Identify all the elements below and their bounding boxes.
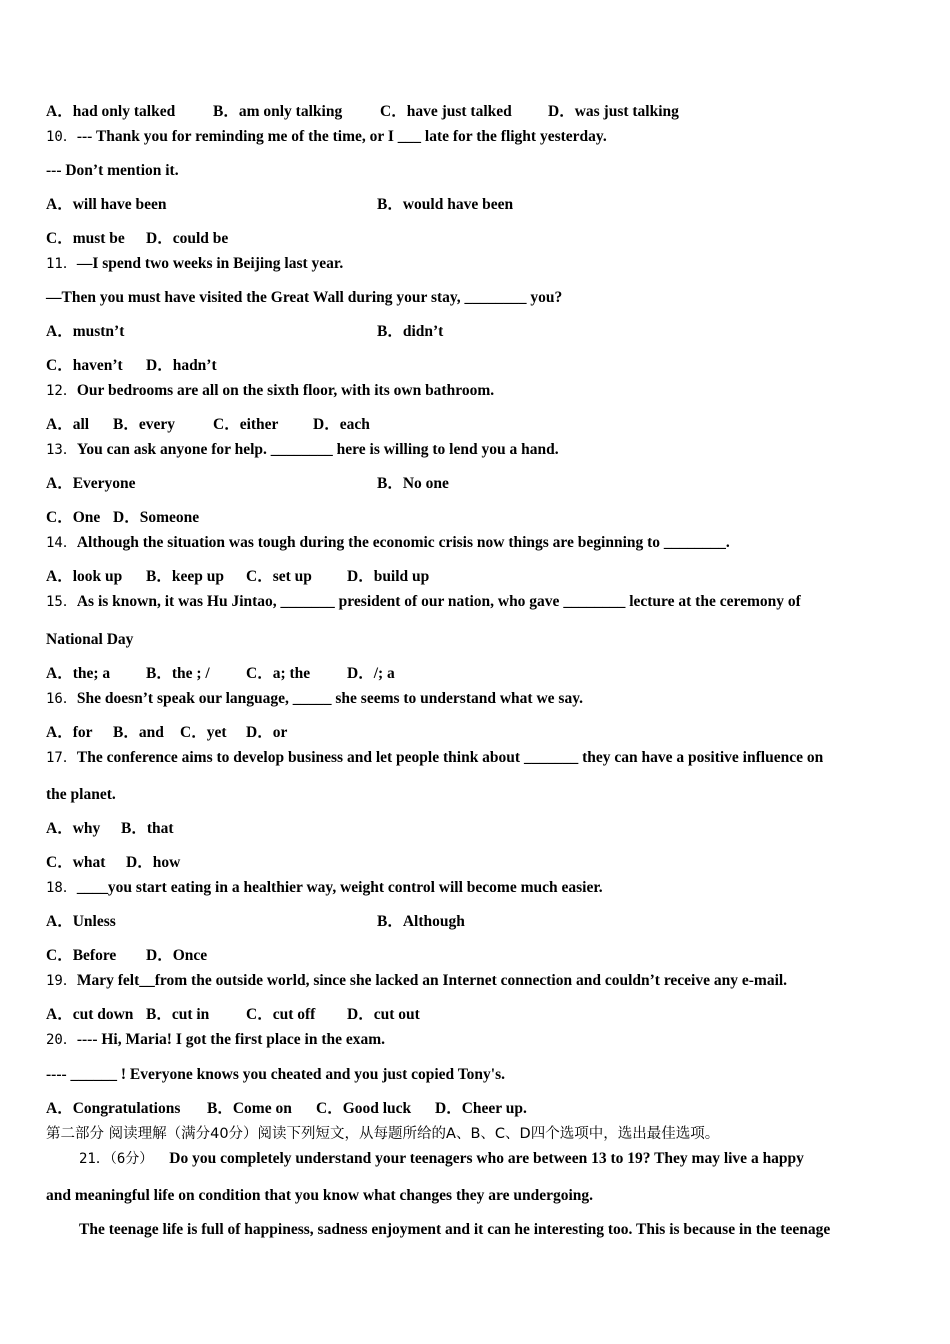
option: D．hadn’t: [146, 357, 217, 374]
passage-paragraph: The teenage life is full of happiness, sadness enjoyment and it can he interesting too. This is because in the teenage: [79, 1221, 831, 1238]
question-text: You can ask anyone for help. ________ here is willing to lend you a hand.: [76, 441, 559, 458]
option: D．could be: [146, 230, 229, 247]
option: B．keep up: [146, 568, 224, 585]
option: C．haven’t: [46, 357, 123, 374]
option: D．Someone: [113, 509, 200, 526]
q10-options-row1: [46, 195, 906, 215]
option: A．for: [46, 724, 93, 741]
option: A．why: [46, 820, 101, 837]
question-text: Do you completely understand your teenagers who are between 13 to 19? They may live a happy: [169, 1150, 804, 1167]
q13-options-row2: [46, 508, 906, 528]
question-19: [46, 971, 787, 991]
q16-options: [46, 723, 906, 743]
question-17: [46, 748, 823, 768]
option: C．either: [213, 416, 279, 433]
q17-options-row1: [46, 819, 906, 839]
question-14: [46, 533, 730, 553]
option: B．that: [121, 820, 174, 837]
option: B．cut in: [146, 1006, 210, 1023]
q18-options-row2: [46, 946, 906, 966]
q10-options-row2: [46, 229, 906, 249]
question-12: [46, 381, 494, 401]
question-text: —I spend two weeks in Beijing last year.: [76, 255, 344, 272]
question-18: [46, 878, 603, 898]
q19-options: [46, 1005, 906, 1025]
option: B．am only talking: [213, 103, 343, 120]
question-number: 21．（6分）: [79, 1151, 154, 1167]
option: D．/; a: [347, 665, 395, 682]
option: B．every: [113, 416, 175, 433]
question-number: 10．: [46, 129, 77, 145]
question-10-reply: --- Don’t mention it.: [46, 162, 179, 179]
question-text: ---- Hi, Maria! I got the first place in the exam.: [76, 1031, 386, 1048]
question-text: --- Thank you for reminding me of the time, or I ___ late for the flight yesterday.: [76, 128, 607, 145]
option: A．all: [46, 416, 90, 433]
option: C．cut off: [246, 1006, 316, 1023]
option: C．a; the: [246, 665, 311, 682]
option: A．the; a: [46, 665, 111, 682]
option: D．or: [246, 724, 288, 741]
option: A．look up: [46, 568, 123, 585]
question-number: 20．: [46, 1032, 77, 1048]
question-11: [46, 254, 343, 274]
q20-options: [46, 1099, 906, 1119]
option: D．Once: [146, 947, 208, 964]
q11-options-row1: [46, 322, 906, 342]
question-21: [79, 1149, 804, 1169]
option: C．what: [46, 854, 106, 871]
option: D．each: [313, 416, 370, 433]
question-text: Our bedrooms are all on the sixth floor, with its own bathroom.: [76, 382, 495, 399]
question-15: [46, 592, 801, 612]
option: B．would have been: [377, 196, 514, 213]
option: D．Cheer up.: [435, 1100, 527, 1117]
q12-options: [46, 415, 906, 435]
q15-options: [46, 664, 906, 684]
question-text: The conference aims to develop business and let people think about _______ they can have a positive influence on: [76, 749, 824, 766]
option: A．had only talked: [46, 103, 176, 120]
q11-options-row2: [46, 356, 906, 376]
option: C．One: [46, 509, 101, 526]
question-text: Although the situation was tough during the economic crisis now things are beginning to ________.: [76, 534, 730, 551]
question-10: [46, 127, 607, 147]
option: C．Before: [46, 947, 117, 964]
option: C．must be: [46, 230, 125, 247]
option: A．cut down: [46, 1006, 134, 1023]
question-text: Mary felt__from the outside world, since she lacked an Internet connection and couldn’t receive any e-mail.: [76, 972, 788, 989]
option: D．cut out: [347, 1006, 420, 1023]
q14-options: [46, 567, 906, 587]
question-number: 15．: [46, 594, 77, 610]
option: C．Good luck: [316, 1100, 412, 1117]
q9-options: [46, 102, 906, 122]
question-number: 18．: [46, 880, 77, 896]
option: A．Unless: [46, 913, 116, 930]
option: B．and: [113, 724, 164, 741]
question-20: [46, 1030, 385, 1050]
question-number: 17．: [46, 750, 77, 766]
question-16: [46, 689, 583, 709]
question-number: 16．: [46, 691, 77, 707]
question-15-continued: National Day: [46, 631, 134, 648]
question-13: [46, 440, 559, 460]
option: B．the ; /: [146, 665, 210, 682]
question-number: 14．: [46, 535, 77, 551]
option: D．build up: [347, 568, 430, 585]
option: D．was just talking: [548, 103, 679, 120]
option: A．mustn’t: [46, 323, 125, 340]
option: C．yet: [180, 724, 227, 741]
question-number: 11．: [46, 256, 77, 272]
option: A．Congratulations: [46, 1100, 181, 1117]
question-number: 13．: [46, 442, 77, 458]
question-number: 19．: [46, 973, 77, 989]
option: B．No one: [377, 475, 449, 492]
q18-options-row1: [46, 912, 906, 932]
option: B．didn’t: [377, 323, 444, 340]
question-21-continued: and meaningful life on condition that you know what changes they are undergoing.: [46, 1187, 594, 1204]
question-17-continued: the planet.: [46, 786, 116, 803]
question-number: 12．: [46, 383, 77, 399]
option: B．Come on: [207, 1100, 292, 1117]
q13-options-row1: [46, 474, 906, 494]
question-20-reply: ---- ______ ! Everyone knows you cheated and you just copied Tony's.: [46, 1066, 506, 1083]
section-heading: 第二部分 阅读理解（满分40分）阅读下列短文，从每题所给的A、B、C、D四个选项中，选出最佳选项。: [46, 1126, 720, 1142]
option: D．how: [126, 854, 181, 871]
option: C．set up: [246, 568, 312, 585]
q17-options-row2: [46, 853, 906, 873]
option: C．have just talked: [380, 103, 512, 120]
option: A．Everyone: [46, 475, 136, 492]
question-text: She doesn’t speak our language, _____ she seems to understand what we say.: [76, 690, 583, 707]
question-text: ____you start eating in a healthier way, weight control will become much easier.: [76, 879, 603, 896]
question-11-reply: —Then you must have visited the Great Wall during your stay, ________ you?: [46, 289, 563, 306]
question-text: As is known, it was Hu Jintao, _______ president of our nation, who gave ________ lecture at the ceremony of: [76, 593, 801, 610]
option: A．will have been: [46, 196, 167, 213]
option: B．Although: [377, 913, 465, 930]
